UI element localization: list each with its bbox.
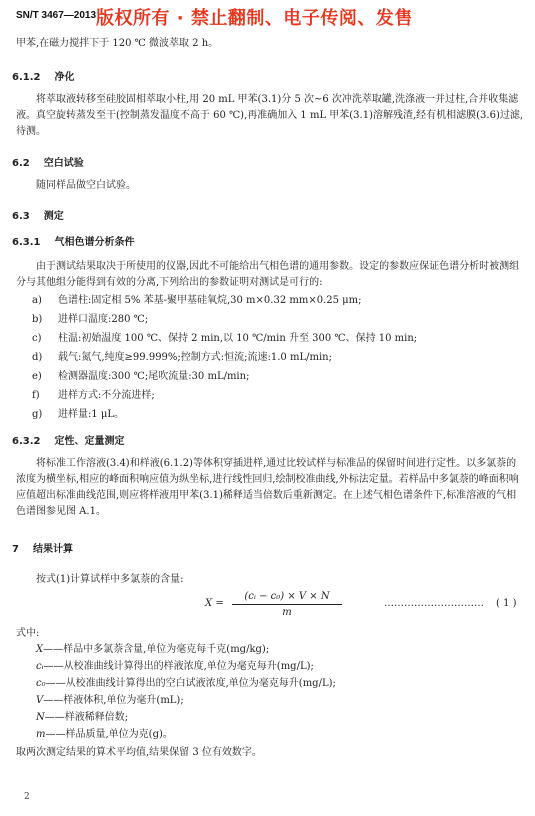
section-6-2-heading: [12, 154, 98, 169]
section-title: 净化: [54, 72, 75, 83]
list-item: a) 色谱柱:固定相 5% 苯基-聚甲基硅氧烷,30 m×0.32 mm×0.25 μm;: [32, 295, 362, 306]
formula-fraction: [232, 591, 342, 618]
variable-definition: X——样品中多氯萘含量,单位为毫克每千克(mg/kg);: [36, 644, 270, 655]
list-item: d) 载气:氮气,纯度≥99.999%;控制方式:恒流;流速:1.0 mL/min;: [32, 352, 332, 363]
section-number: 6.3.1: [12, 237, 41, 248]
section-6-1-2-heading: [12, 68, 88, 83]
formula-symbol: X: [205, 598, 213, 609]
section-title: 定性、定量测定: [54, 436, 125, 447]
variable-definition: N——样液稀释倍数;: [36, 712, 129, 723]
formula-numerator: (cᵢ − c₀) × V × N: [244, 591, 330, 602]
standard-code: SN/T 3467—2013: [16, 10, 97, 21]
variable-definition: V——样液体积,单位为毫升(mL);: [36, 695, 184, 706]
where-label: 式中:: [16, 628, 40, 639]
formula-denominator: m: [282, 607, 292, 618]
section-title: 空白试验: [43, 158, 84, 169]
variable-definition: m——样品质量,单位为克(g)。: [36, 729, 173, 740]
copyright-watermark: 版权所有 · 禁止翻制、电子传阅、发售: [96, 8, 413, 29]
list-item: b) 进样口温度:280 ℃;: [32, 314, 149, 325]
section-number: 6.2: [12, 158, 30, 169]
section-6-2-text: 随同样品做空白试验。: [36, 180, 136, 191]
formula-leader-dots: …………………………: [384, 598, 484, 609]
list-item: f) 进样方式:不分流进样;: [32, 390, 155, 401]
section-6-3-2-heading: [12, 432, 138, 447]
section-6-3-heading: [12, 207, 78, 222]
section-title: 结果计算: [32, 544, 73, 555]
variable-definition: c₀——从校准曲线计算得出的空白试液浓度,单位为毫克每升(mg/L);: [36, 678, 336, 689]
section-title: 测定: [43, 211, 64, 222]
formula-intro: 按式(1)计算试样中多氯萘的含量:: [36, 574, 184, 585]
section-6-3-1-heading: [12, 233, 148, 248]
section-7-heading: [12, 540, 87, 555]
list-item: e) 检测器温度:300 ℃;尾吹流量:30 mL/min;: [32, 371, 250, 382]
list-item: c) 柱温:初始温度 100 ℃、保持 2 min,以 10 ℃/min 升至 300 ℃、保持 10 min;: [32, 333, 418, 344]
section-number: 7: [12, 544, 19, 555]
section-number: 6.1.2: [12, 72, 41, 83]
section-title: 气相色谱分析条件: [54, 237, 135, 248]
section-number: 6.3.2: [12, 436, 41, 447]
formula-number: ( 1 ): [496, 598, 517, 609]
section-6-3-2-text: 将标准工作溶液(3.4)和样液(6.1.2)等体积穿插进样,通过比较试样与标准品的保留时间进行定性。以多氯萘的浓度为横坐标,相应的峰面积响应值为纵坐标,进行线性回归,绘制校准曲线,外标法定量。若样品中多氯萘的峰面积响应值超出标准曲线范围,则应将样液用甲苯(3.1)稀释适当倍数后重新测定。在上述气相色谱条件下,标准溶液的气相色谱图参见图 A.1。: [16, 458, 519, 517]
formula-lhs: [205, 598, 224, 609]
section-6-1-2-text: 将萃取液转移至硅胶固相萃取小柱,用 20 mL 甲苯(3.1)分 5 次~6 次冲洗萃取罐,洗涤液一并过柱,合并收集滤液。真空旋转蒸发至干(控制蒸发温度不高于 60 ℃),再准确加入 1 mL 甲苯(3.1)溶解残渣,经有机相滤膜(3.6)过滤,待测。: [16, 94, 524, 137]
intro-line: 甲苯,在磁力搅拌下于 120 ℃ 微波萃取 2 h。: [16, 38, 219, 49]
page-number: 2: [24, 792, 30, 802]
section-number: 6.3: [12, 211, 30, 222]
list-item: g) 进样量:1 μL。: [32, 409, 125, 420]
conclusion: 取两次测定结果的算术平均值,结果保留 3 位有效数字。: [16, 747, 262, 758]
section-6-3-1-text: 由于测试结果取决于所使用的仪器,因此不可能给出气相色谱的通用参数。设定的参数应保证色谱分析时被测组分与其他组分能得到有效的分离,下列给出的参数证明对测试是可行的:: [16, 261, 520, 288]
formula-equals: =: [215, 598, 224, 609]
fraction-bar: [232, 604, 342, 605]
variable-definition: cᵢ——从校准曲线计算得出的样液浓度,单位为毫克每升(mg/L);: [36, 661, 314, 672]
